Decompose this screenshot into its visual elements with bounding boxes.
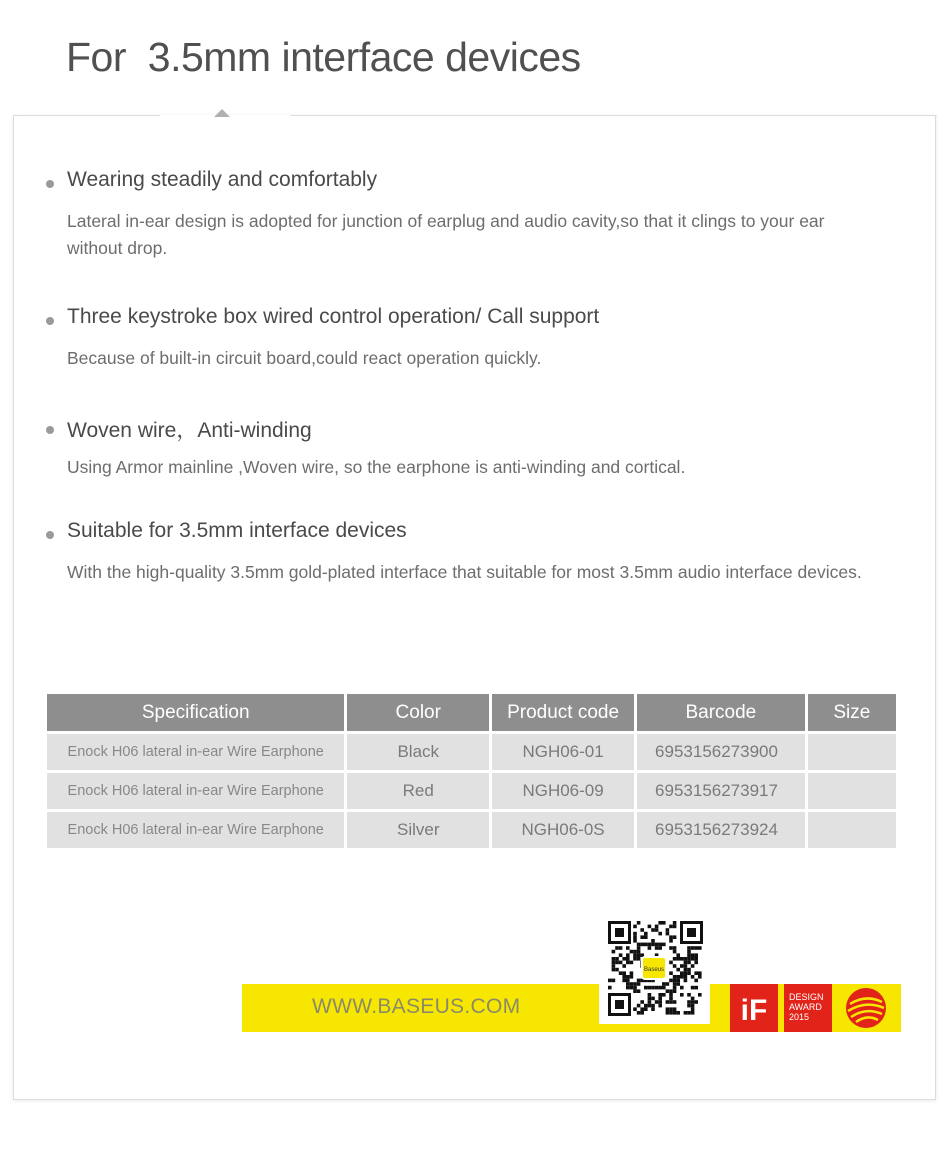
bullet-icon xyxy=(46,531,54,539)
product-code-cell: NGH06-01 xyxy=(492,734,634,770)
award-line: 2015 xyxy=(789,1012,810,1022)
feature-description: Because of built-in circuit board,could react operation quickly. xyxy=(67,348,542,368)
product-code-cell: NGH06-09 xyxy=(492,773,634,809)
barcode-cell: 6953156273900 xyxy=(637,734,805,770)
caret-up-icon xyxy=(214,109,230,117)
size-cell xyxy=(808,812,896,848)
column-header-product-code: Product code xyxy=(492,694,634,731)
color-cell: Silver xyxy=(347,812,489,848)
if-logo-icon xyxy=(730,984,778,1032)
content-panel xyxy=(13,115,936,1100)
svg-text:iF: iF xyxy=(740,994,768,1027)
column-header-barcode: Barcode xyxy=(637,694,805,731)
bullet-icon xyxy=(46,317,54,325)
qr-logo-text: Baseus xyxy=(643,967,665,973)
table-row xyxy=(47,773,896,809)
product-code-cell: NGH06-0S xyxy=(492,812,634,848)
table-row xyxy=(47,734,896,770)
panel-border xyxy=(290,115,937,116)
award-line: DESIGN xyxy=(789,992,824,1002)
spec-table xyxy=(44,691,899,851)
color-cell: Red xyxy=(347,773,489,809)
feature-description: Lateral in-ear design is adopted for junction of earplug and audio cavity,so that it clings to your ear without drop. xyxy=(67,211,825,258)
spec-cell: Enock H06 lateral in-ear Wire Earphone xyxy=(47,734,344,770)
bullet-icon xyxy=(46,426,54,434)
spec-cell: Enock H06 lateral in-ear Wire Earphone xyxy=(47,812,344,848)
award-line: AWARD xyxy=(789,1002,822,1012)
column-header-color: Color xyxy=(347,694,489,731)
panel-border xyxy=(13,115,160,116)
design-award-badge xyxy=(784,984,832,1032)
table-header-row xyxy=(47,694,896,731)
size-cell xyxy=(808,734,896,770)
feature-description: Using Armor mainline ,Woven wire, so the earphone is anti-winding and cortical. xyxy=(67,457,686,477)
red-dot-icon xyxy=(844,986,888,1030)
barcode-cell: 6953156273917 xyxy=(637,773,805,809)
column-header-specification: Specification xyxy=(47,694,344,731)
bullet-icon xyxy=(46,180,54,188)
column-header-size: Size xyxy=(808,694,896,731)
spec-cell: Enock H06 lateral in-ear Wire Earphone xyxy=(47,773,344,809)
page-title: For 3.5mm interface devices xyxy=(66,34,581,80)
feature-title: Suitable for 3.5mm interface devices xyxy=(67,519,407,542)
color-cell: Black xyxy=(347,734,489,770)
size-cell xyxy=(808,773,896,809)
website-link[interactable]: WWW.BASEUS.COM xyxy=(312,995,521,1018)
table-row xyxy=(47,812,896,848)
barcode-cell: 6953156273924 xyxy=(637,812,805,848)
feature-title: Wearing steadily and comfortably xyxy=(67,168,378,191)
feature-title: Three keystroke box wired control operation/ Call support xyxy=(67,305,600,328)
feature-title: Woven wire，Anti-winding xyxy=(67,419,312,442)
qr-code-icon xyxy=(599,912,710,1024)
feature-description: With the high-quality 3.5mm gold-plated interface that suitable for most 3.5mm audio interface devices. xyxy=(67,562,862,582)
